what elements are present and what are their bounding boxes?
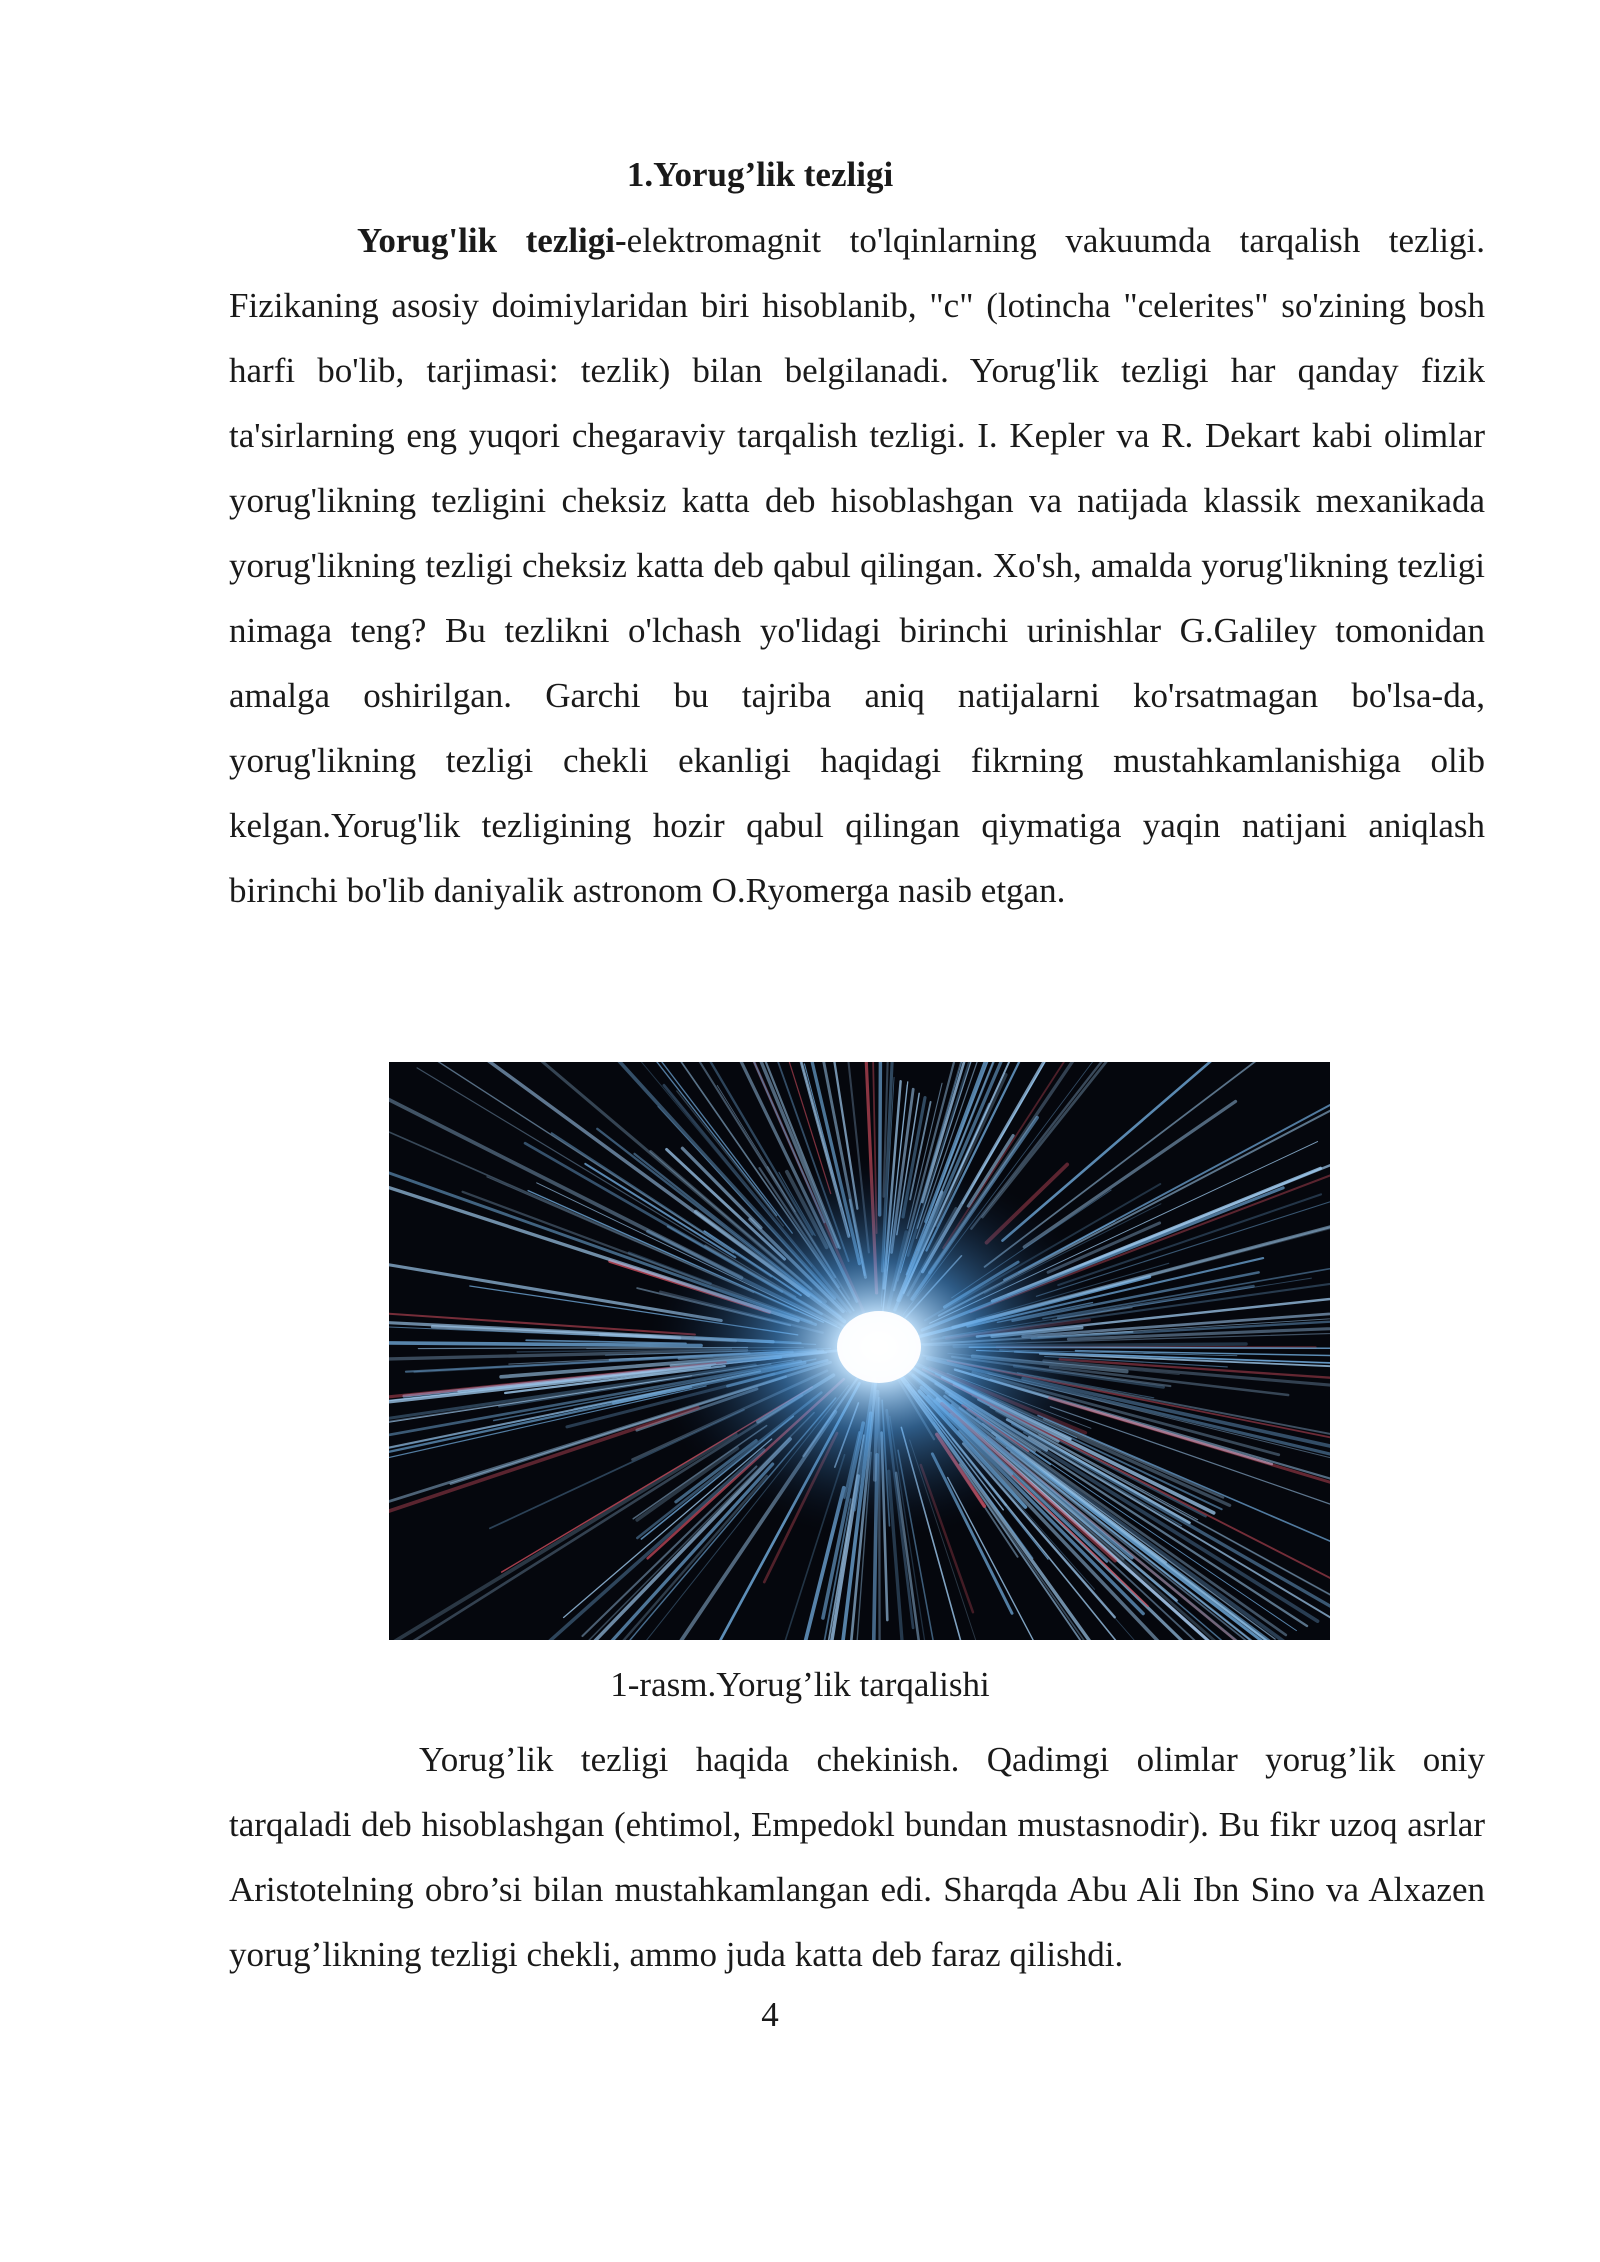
paragraph-1 — [229, 208, 1485, 923]
light-burst-illustration — [389, 1062, 1330, 1640]
page-number: 4 — [761, 1995, 779, 2034]
section-heading: 1.Yorug’lik tezligi — [626, 155, 894, 194]
figure-caption: 1-rasm.Yorug’lik tarqalishi — [610, 1665, 990, 1704]
paragraph-2: Yorug’lik tezligi haqida chekinish. Qadimgi olimlar yorug’lik oniy tarqaladi deb hisoblashgan (ehtimol, Empedokl bundan mustasnodir). Bu fikr uzoq asrlar Aristotelning obro’si bilan mustahkamlangan edi. Sharqda Abu Ali Ibn Sino va Alxazen yorug’likning tezligi chekli, ammo juda katta deb faraz qilishdi. — [229, 1740, 1485, 1974]
term-lead: Yorug'lik tezligi- — [357, 221, 627, 260]
light-burst-image — [389, 1062, 1330, 1640]
paragraph-1-text: elektromagnit to'lqinlarning vakuumda tarqalish tezligi. Fizikaning asosiy doimiylaridan biri hisoblanib, "c" (lotincha "celerites" so'zining bosh harfi bo'lib, tarjimasi: tezlik) bilan belgilanadi. Yorug'lik tezligi har qanday fizik ta'sirlarning eng yuqori chegaraviy tarqalish tezligi. I. Kepler va R. Dekart kabi olimlar yorug'likning tezligini cheksiz katta deb hisoblashgan va natijada klassik mexanikada yorug'likning tezligi cheksiz katta deb qabul qilingan. Xo'sh, amalda yorug'likning tezligi nimaga teng? Bu tezlikni o'lchash yo'lidagi birinchi urinishlar G.Galiley tomonidan amalga oshirilgan. Garchi bu tajriba aniq natijalarni ko'rsatmagan bo'lsa-da, yorug'likning tezligi chekli ekanligi haqidagi fikrning mustahkamlanishiga olib kelgan.Yorug'lik tezligining hozir qabul qilingan qiymatiga yaqin natijani aniqlash birinchi bo'lib daniyalik astronom O.Ryomerga nasib etgan. — [229, 221, 1485, 910]
